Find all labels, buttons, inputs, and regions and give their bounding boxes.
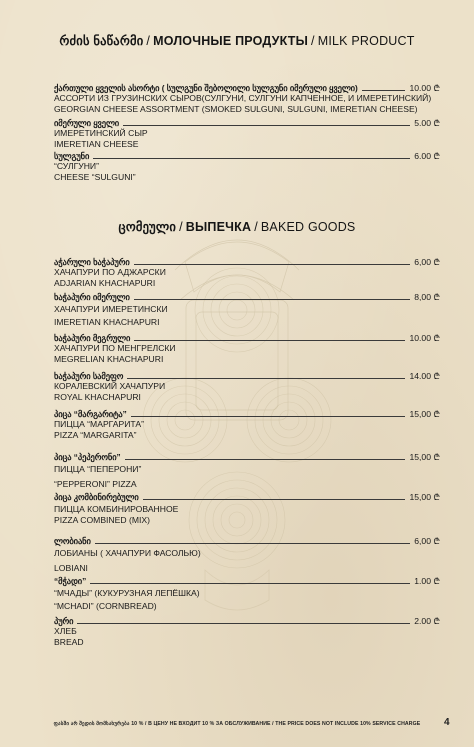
item-name-en: PIZZA “MARGARITA” [54,429,137,440]
menu-item-royal-khachapuri [54,371,440,402]
leader-line [93,158,410,159]
section-title-ka: რძის ნაწარმი [59,34,144,48]
page-number: 4 [444,717,450,728]
item-price: 10.00 ₾ [409,333,440,343]
menu-item-imeretian-khachapuri [54,292,440,327]
item-name-ka: იმერული ყველი [54,118,120,128]
item-name-en: GEORGIAN CHEESE ASSORTMENT (SMOKED SULGUNI, SULGUNI, IMERETIAN CHEESE) [54,103,418,114]
item-price: 15,00 ₾ [409,409,440,419]
item-name-ka: ხაჭაპური იმერული [54,292,130,302]
leader-line [143,499,406,500]
item-name-ka: პური [54,616,74,626]
menu-item-megrelian-khachapuri [54,333,440,364]
menu-item-mchadi [54,576,440,611]
leader-line [125,459,406,460]
menu-item-imeretian-cheese [54,118,440,149]
item-price: 6.00 ₾ [414,151,440,161]
item-price: 8,00 ₾ [414,292,440,302]
menu-item-sulguni [54,151,440,182]
section-title-ru: МОЛОЧНЫЕ ПРОДУКТЫ [153,34,309,48]
item-name-ka: ხაჭაპური სამეფო [54,371,124,381]
item-name-ru: АССОРТИ ИЗ ГРУЗИНСКИХ СЫРОВ(СУЛГУНИ, СУЛГУНИ КАПЧЕННОЕ, И ИМЕРЕТИНСКИЙ) [54,93,432,104]
item-name-en: CHEESE “SULGUNI” [54,171,136,182]
leader-line [77,623,410,624]
item-name-ka: “მჭადი” [54,576,87,586]
menu-item-pizza-margarita [54,409,440,440]
item-name-en: ROYAL KHACHAPURI [54,391,141,402]
item-name-ru: ПИЦЦА “ПЕПЕРОНИ” [54,464,142,475]
item-price: 15,00 ₾ [409,492,440,502]
item-name-en: PIZZA COMBINED (MIX) [54,514,150,525]
item-price: 2.00 ₾ [414,616,440,626]
menu-item-cheese-assortment [54,83,440,114]
item-name-ru: ХЛЕБ [54,626,77,637]
leader-line [90,583,410,584]
leader-line [127,378,405,379]
leader-line [123,125,410,126]
section-title-ru: ВЫПЕЧКА [185,220,252,234]
menu-item-adjarian-khachapuri [54,257,440,288]
footer-service-note: ფასში არ შედის მომსახურება 10 % / В ЦЕНУ НЕ ВХОДИТ 10 % ЗА ОБСЛУЖИВАНИЕ / THE PRICE DOES NOT INCLUDE 10% SERVICE CHARGE [53,721,421,727]
item-name-ru: ХАЧАПУРИ ИМЕРЕТИНСКИ [54,304,168,315]
item-price: 1.00 ₾ [414,576,440,586]
item-name-ru: ПИЦЦА “МАРГАРИТА” [54,419,144,430]
item-name-en: “PEPPERONI” PIZZA [54,478,137,489]
item-name-ka: პიცა კომბინირებული [54,492,139,502]
item-name-ka: ხაჭაპური მეგრული [54,333,131,343]
item-name-ru: ХАЧАПУРИ ПО АДЖАРСКИ [54,267,166,278]
item-price: 6,00 ₾ [414,257,440,267]
item-price: 10.00 ₾ [409,83,440,93]
item-price: 14.00 ₾ [409,371,440,381]
item-name-ru: “СУЛГУНИ” [54,161,99,172]
item-name-ru: ХАЧАПУРИ ПО МЕНГРЕЛСКИ [54,343,176,354]
item-name-en: BREAD [54,636,84,647]
leader-line [134,299,411,300]
item-name-ru: ИМЕРЕТИНСКИЙ СЫР [54,128,148,139]
footer-note-en: THE PRICE DOES NOT INCLUDE 10% SERVICE CHARGE [275,721,421,727]
item-name-ka: პიცა “პეპერონი” [54,452,121,462]
footer-note-ka: ფასში არ შედის მომსახურება 10 % [53,721,144,727]
item-name-ka: პიცა “მარგარიტა” [54,409,127,419]
item-name-ka: ქართული ყველის ასორტი ( სულგუნი შებოლილი სულგუნი იმერული ყველი) [54,83,358,93]
leader-line [131,416,406,417]
item-name-ka: აჭარული ხაჭაპური [54,257,130,267]
section-title-en: BAKED GOODS [260,220,356,234]
footer-note-ru: В ЦЕНУ НЕ ВХОДИТ 10 % ЗА ОБСЛУЖИВАНИЕ [148,721,271,727]
leader-line [95,543,410,544]
section-title-ka: ცომეული [118,220,177,234]
menu-item-pizza-combined [54,492,440,525]
item-name-en: MEGRELIAN KHACHAPURI [54,353,164,364]
item-name-ru: ПИЦЦА КОМБИНИРОВАННОЕ [54,504,179,515]
menu-item-pizza-pepperoni [54,452,440,489]
item-name-ru: ЛОБИАНЫ ( ХАЧАПУРИ ФАСОЛЬЮ) [54,548,201,559]
menu-item-bread [54,616,440,647]
item-name-ka: ლობიანი [54,536,91,546]
section-title-milk: რძის ნაწარმი / МОЛОЧНЫЕ ПРОДУКТЫ / MILK PRODUCT [59,34,415,48]
section-title-en: MILK PRODUCT [317,34,415,48]
leader-line [362,90,406,91]
item-name-ru: “МЧАДЫ” (КУКУРУЗНАЯ ЛЕПЁШКА) [54,588,200,599]
item-price: 5.00 ₾ [414,118,440,128]
item-name-en: ADJARIAN KHACHAPURI [54,277,156,288]
item-name-en: IMERETIAN CHEESE [54,138,139,149]
item-name-en: “MCHADI” (CORNBREAD) [54,600,157,611]
item-price: 15,00 ₾ [409,452,440,462]
menu-item-lobiani [54,536,440,573]
leader-line [134,340,405,341]
item-price: 6,00 ₾ [414,536,440,546]
item-name-ka: სულგუნი [54,151,90,161]
item-name-en: IMERETIAN KHACHAPURI [54,316,160,327]
leader-line [134,264,411,265]
item-name-ru: КОРАЛЕВСКИЙ ХАЧАПУРИ [54,381,166,392]
section-title-baked: ცომეული / ВЫПЕЧКА / BAKED GOODS [118,220,356,234]
item-name-en: LOBIANI [54,562,88,573]
